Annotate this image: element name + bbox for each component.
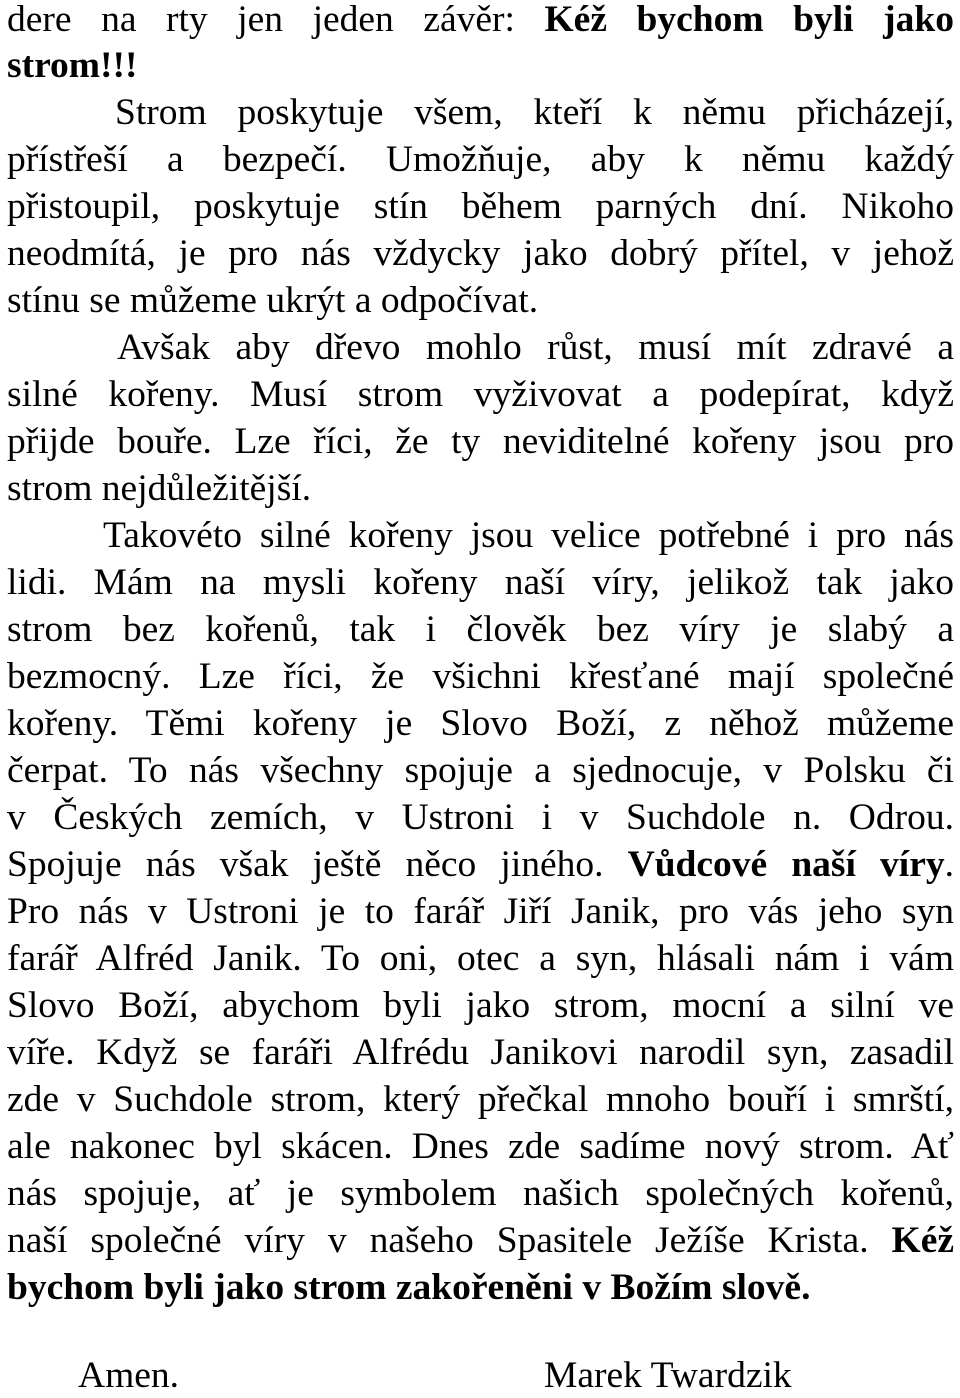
text-run: naší společné víry v našeho Spasitele Ježíše Krista. [7, 1220, 892, 1261]
author-signature: Marek Twardzik [544, 1355, 792, 1396]
paragraph-start: Strom poskytuje všem, kteří k němu přicházejí, [115, 92, 954, 133]
text-line: kořeny. Těmi kořeny je Slovo Boží, z něhož můžeme [7, 703, 954, 744]
text-line: strom bez kořenů, tak i člověk bez víry je slabý a [7, 609, 954, 650]
text-line: silné kořeny. Musí strom vyživovat a podepírat, když [7, 374, 954, 415]
text-run: dere na rty jen jeden závěr: [7, 0, 545, 40]
text-line: v Českých zemích, v Ustroni i v Suchdole n. Odrou. [7, 797, 954, 838]
text-line [7, 0, 954, 43]
text-line: strom nejdůležitější. [7, 468, 312, 509]
text-line: čerpat. To nás všechny spojuje a sjednocuje, v Polsku či [7, 750, 954, 791]
text-line: neodmítá, je pro nás vždycky jako dobrý přítel, v jehož [7, 233, 954, 274]
paragraph-start: Avšak aby dřevo mohlo růst, musí mít zdravé a [117, 327, 954, 368]
text-run: Spojuje nás však ještě něco jiného. [7, 844, 628, 885]
text-line: lidi. Mám na mysli kořeny naší víry, jelikož tak jako [7, 562, 954, 603]
bold-text: Vůdcové naší víry [627, 844, 945, 885]
text-line: přistoupil, poskytuje stín během parných dní. Nikoho [7, 186, 954, 227]
text-line: farář Alfréd Janik. To oni, otec a syn, hlásali nám i vám [7, 938, 954, 979]
text-line: přijde bouře. Lze říci, že ty neviditelné kořeny jsou pro [7, 421, 954, 462]
text-line-bold: bychom byli jako strom zakořeněni v Božím slově. [7, 1267, 811, 1308]
text-line [7, 1217, 954, 1264]
text-line: Slovo Boží, abychom byli jako strom, mocní a silní ve [7, 985, 954, 1026]
bold-text: Kéž [891, 1220, 954, 1261]
paragraph-start: Takovéto silné kořeny jsou velice potřebné i pro nás [103, 515, 954, 556]
text-line: víře. Když se faráři Alfrédu Janikovi narodil syn, zasadil [7, 1032, 954, 1073]
text-line: zde v Suchdole strom, který přečkal mnoho bouří i smrští, [7, 1079, 954, 1120]
text-line: Pro nás v Ustroni je to farář Jiří Janik, pro vás jeho syn [7, 891, 954, 932]
text-line-bold: strom!!! [7, 45, 138, 86]
text-line: ale nakonec byl skácen. Dnes zde sadíme nový strom. Ať [7, 1126, 954, 1167]
text-line: bezmocný. Lze říci, že všichni křesťané mají společné [7, 656, 954, 697]
closing-amen: Amen. [78, 1355, 180, 1396]
bold-text: Kéž bychom byli jako [544, 0, 954, 40]
text-line: nás spojuje, ať je symbolem našich společných kořenů, [7, 1173, 954, 1214]
text-line: přístřeší a bezpečí. Umožňuje, aby k němu každý [7, 139, 954, 180]
text-line [7, 841, 954, 888]
text-run: . [944, 844, 954, 885]
text-line: stínu se můžeme ukrýt a odpočívat. [7, 280, 539, 321]
